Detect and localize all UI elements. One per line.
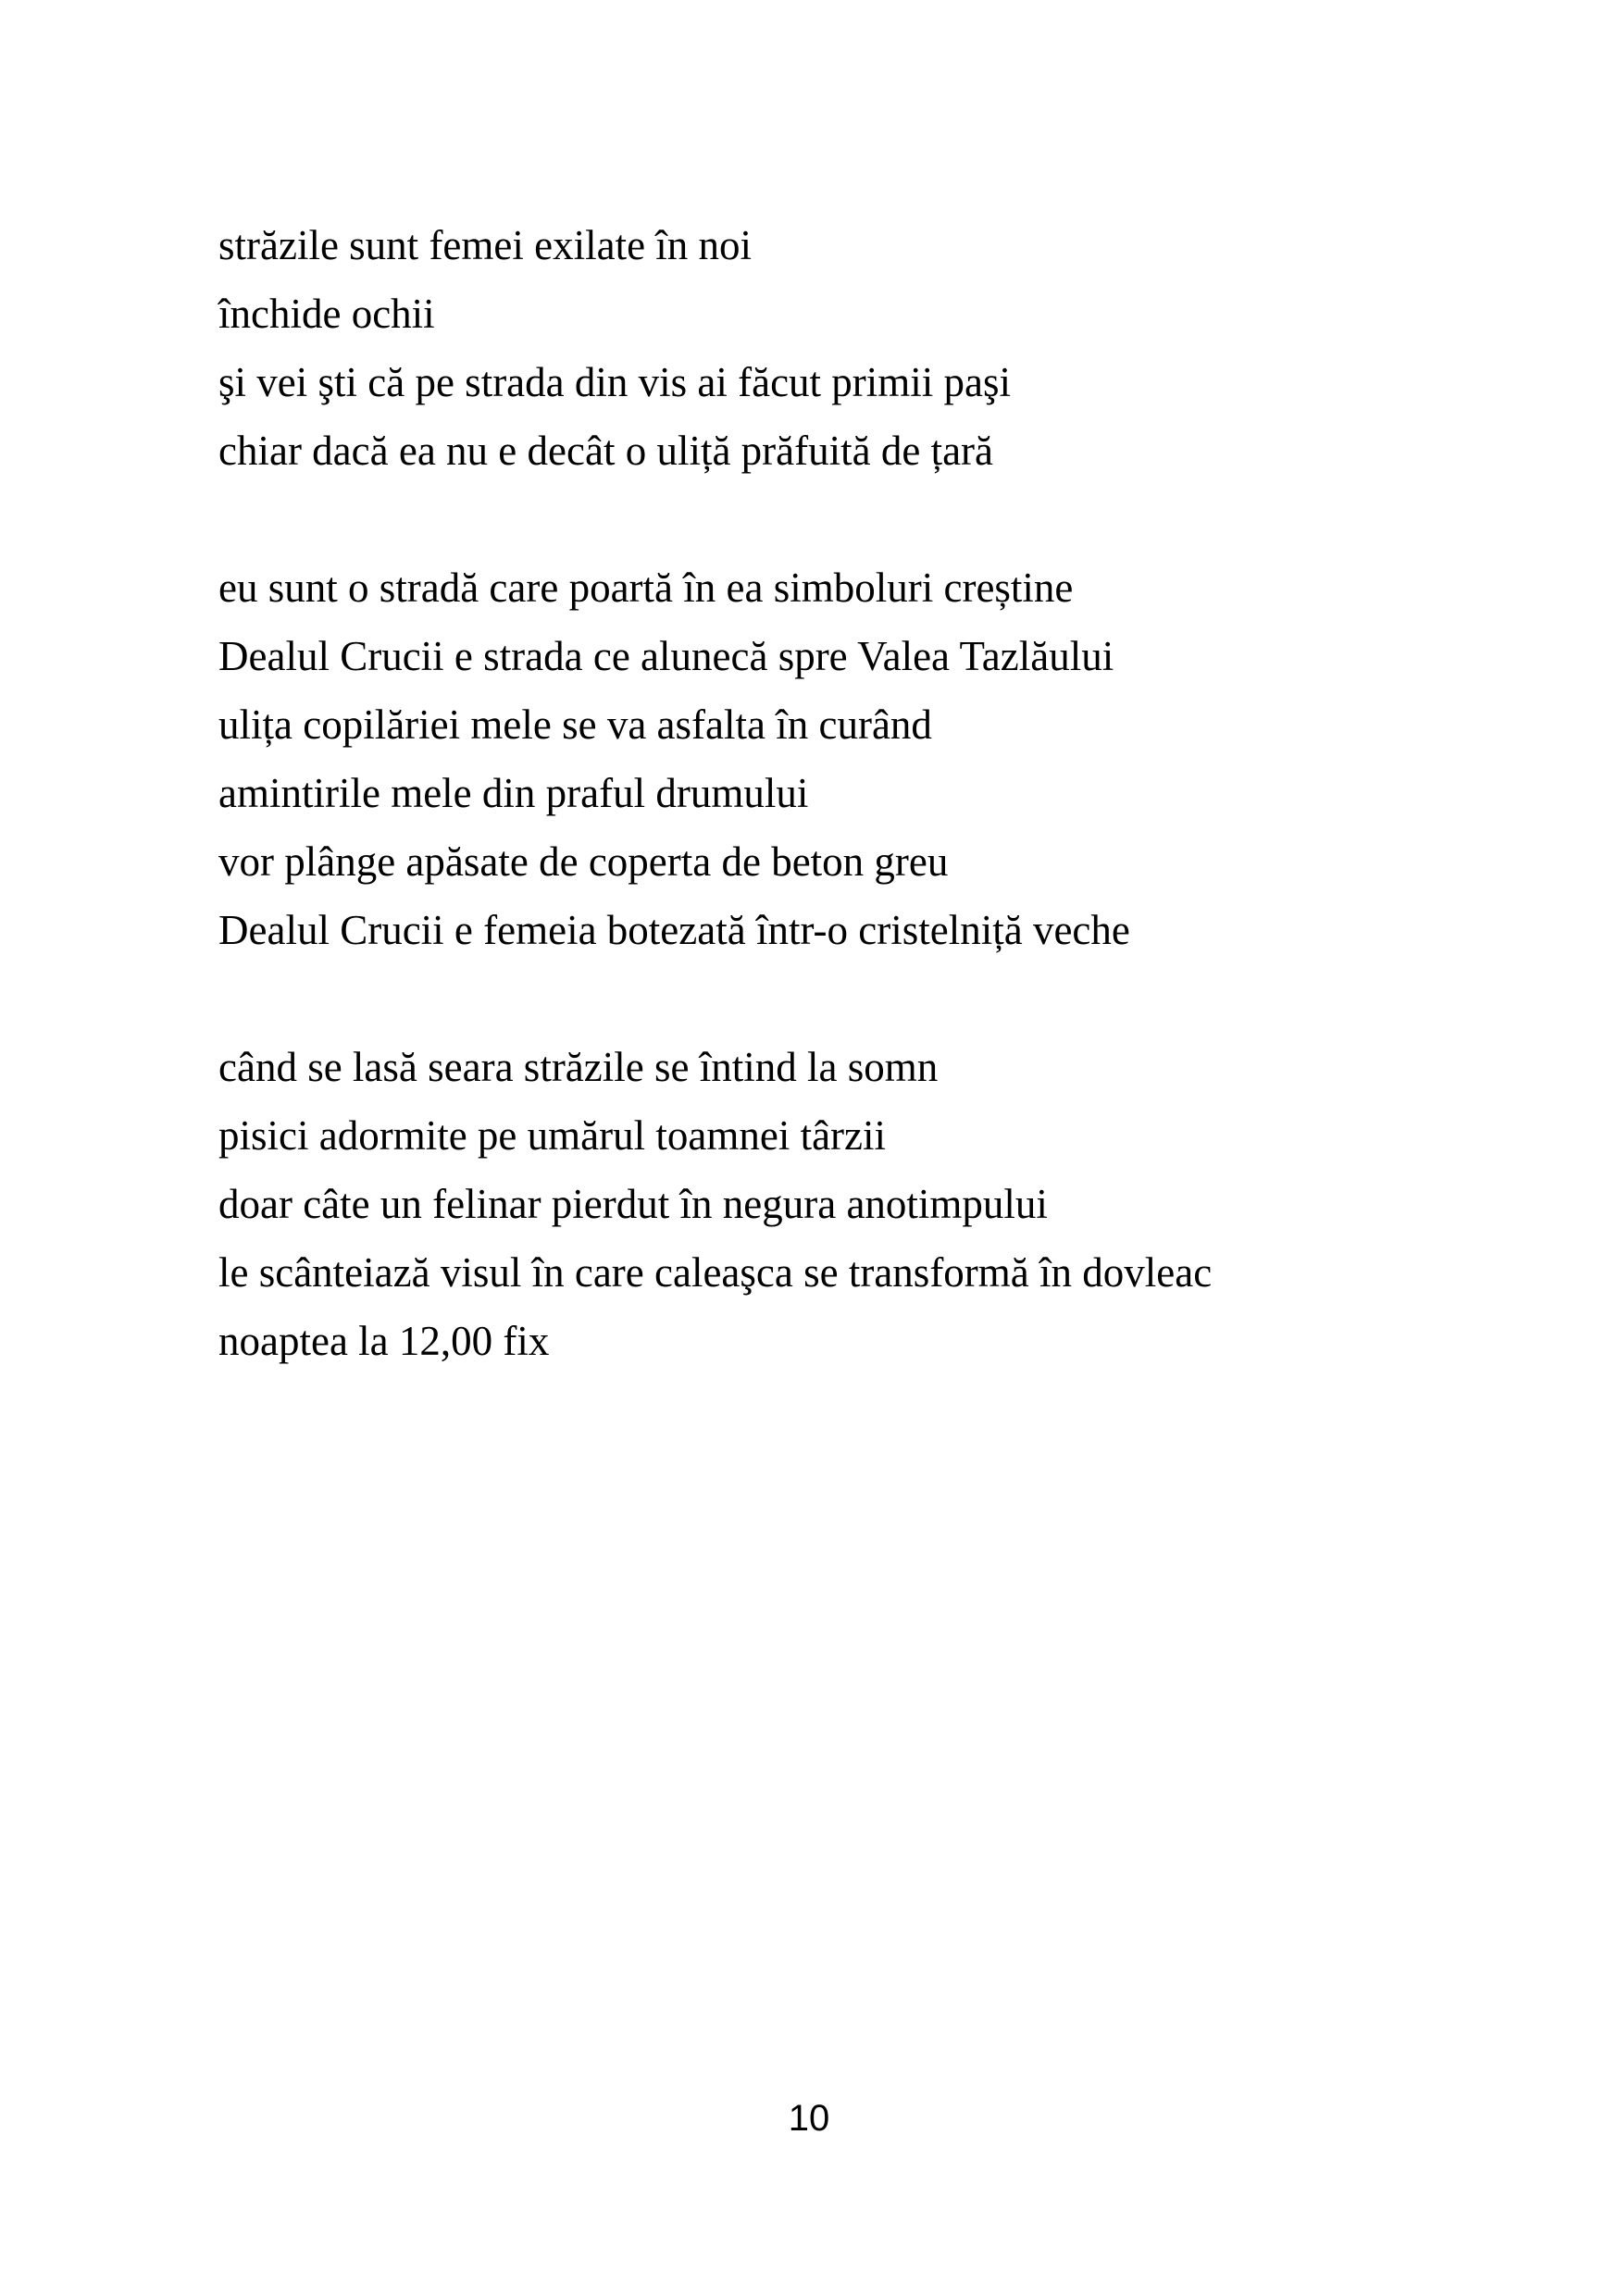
poem-line: doar câte un felinar pierdut în negura anotimpului <box>218 1181 1048 1227</box>
stanza-3 <box>218 1033 1514 1375</box>
poem-line: le scânteiază visul în care caleaşca se transformă în dovleac <box>218 1249 1213 1296</box>
poem-line: ulița copilăriei mele se va asfalta în curând <box>218 701 932 748</box>
poem-line: când se lasă seara străzile se întind la somn <box>218 1044 939 1090</box>
stanza-2 <box>218 553 1514 964</box>
poem-line: noaptea la 12,00 fix <box>218 1318 550 1364</box>
poem-line: închide ochii <box>218 291 435 337</box>
poem-line: amintirile mele din praful drumului <box>218 770 809 816</box>
page-number: 10 <box>788 2098 830 2139</box>
poem-line: Dealul Crucii e femeia botezată într-o cristelniță veche <box>218 907 1130 953</box>
poem-line: Dealul Crucii e strada ce alunecă spre Valea Tazlăului <box>218 633 1114 679</box>
poem-line: eu sunt o stradă care poartă în ea simboluri creștine <box>218 565 1074 611</box>
poem-line: străzile sunt femei exilate în noi <box>218 222 753 268</box>
poem-line: şi vei şti că pe strada din vis ai făcut primii paşi <box>218 359 1012 405</box>
poem-line: vor plânge apăsate de coperta de beton greu <box>218 838 949 885</box>
poem-body <box>218 211 1514 1375</box>
stanza-1 <box>218 211 1514 485</box>
poem-line: chiar dacă ea nu e decât o uliță prăfuită de țară <box>218 428 994 474</box>
poem-line: pisici adormite pe umărul toamnei târzii <box>218 1112 887 1159</box>
